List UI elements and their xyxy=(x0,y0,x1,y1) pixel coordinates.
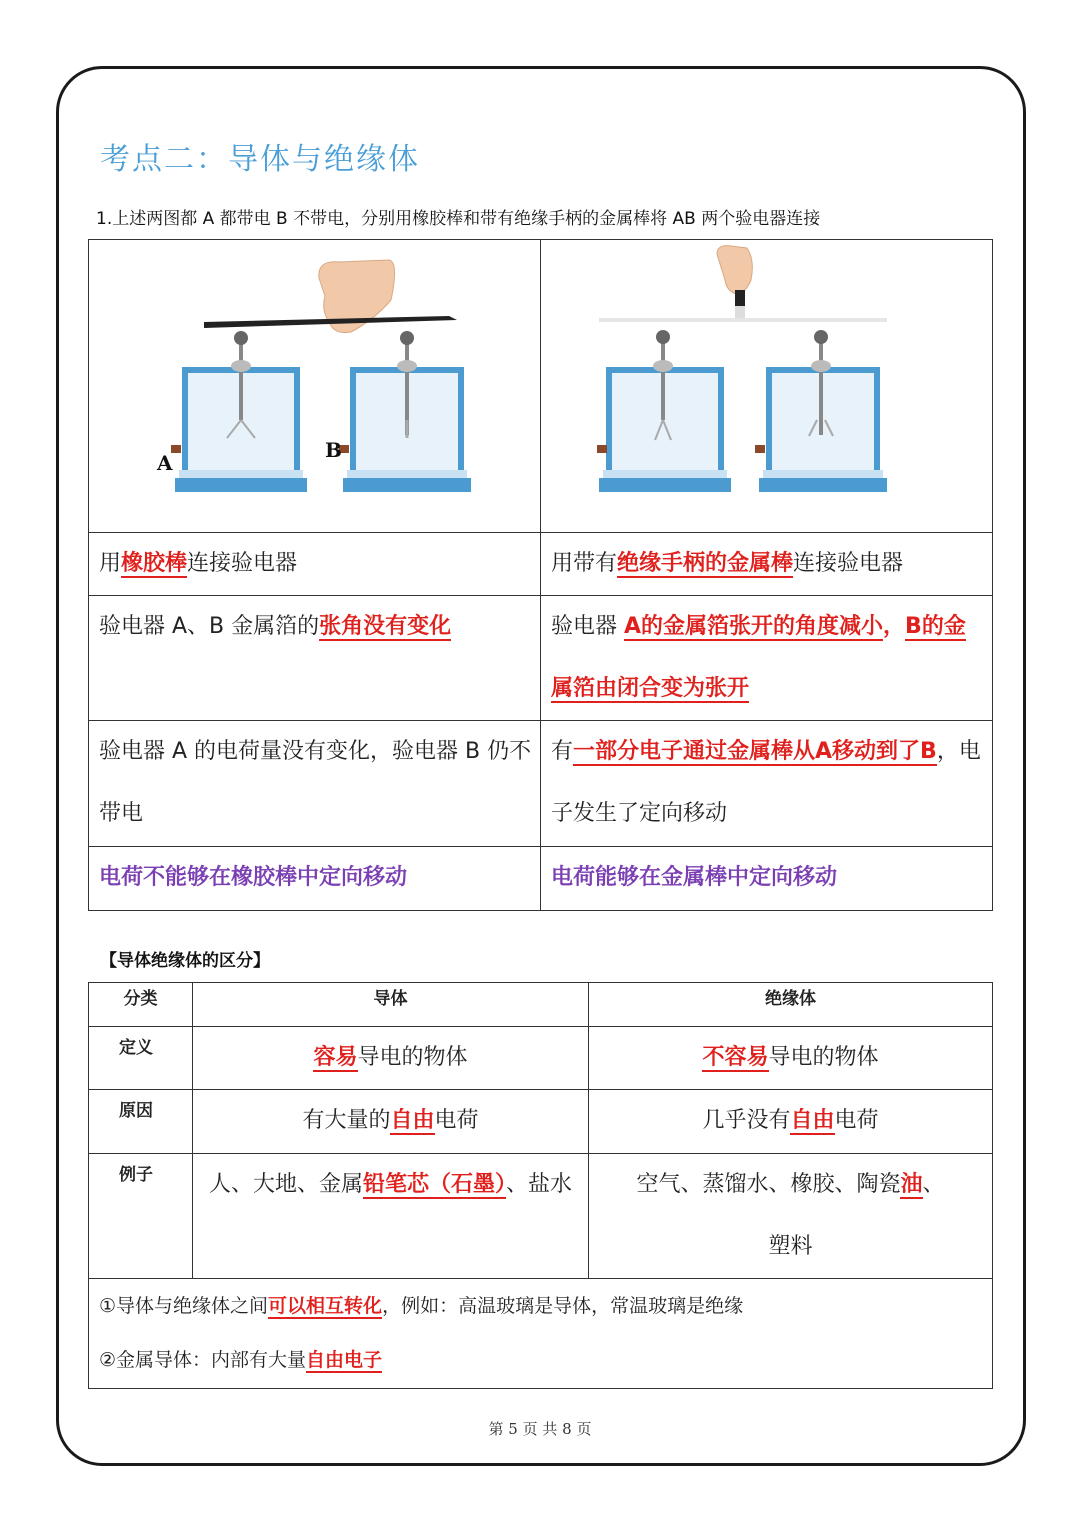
insulator-examples-post: 、塑料 xyxy=(768,1172,945,1259)
comparison-table xyxy=(88,239,993,911)
electroscope-b xyxy=(339,331,471,492)
note-1-post: ，例如：高温玻璃是导体，常温玻璃是绝缘 xyxy=(382,1295,744,1317)
row3-right-post: ，电子发生了定向移动 xyxy=(551,739,981,826)
row2-left-key: 张角没有变化 xyxy=(319,614,452,639)
row2-left-pre: 验电器 A、B 金属箔的 xyxy=(99,614,320,639)
row3-left: 验电器 A 的电荷量没有变化，验电器 B 仍不带电 xyxy=(89,721,541,847)
figure-metal-rod xyxy=(541,240,993,533)
electroscope-rubber-illustration xyxy=(89,240,539,528)
note-2 xyxy=(99,1333,992,1387)
note-2-pre: ②金属导体：内部有大量 xyxy=(99,1349,307,1371)
conductor-definition xyxy=(193,1027,589,1090)
conductor-examples-key: 铅笔芯（石墨） xyxy=(362,1172,506,1197)
row3-right-pre: 有 xyxy=(551,739,574,764)
conductor-reason-pre: 有大量的 xyxy=(302,1108,391,1133)
conductor-reason-key: 自由 xyxy=(390,1108,435,1133)
row1-left-key: 橡胶棒 xyxy=(121,551,188,576)
electroscope-a-metal xyxy=(597,330,731,492)
row3-right-key: 一部分电子通过金属棒从A移动到了B xyxy=(573,739,937,764)
conductor-examples-post: 、盐水 xyxy=(506,1172,573,1197)
conductor-examples xyxy=(193,1154,589,1279)
label-reason: 原因 xyxy=(89,1090,193,1154)
classification-table xyxy=(88,982,993,1389)
conductor-reason-post: 电荷 xyxy=(434,1108,479,1133)
note-2-key: 自由电子 xyxy=(306,1349,383,1371)
electroscope-a xyxy=(171,331,307,492)
row3-right xyxy=(541,721,993,847)
note-1 xyxy=(99,1279,992,1333)
insulator-examples xyxy=(589,1154,993,1279)
row2-right xyxy=(541,596,993,721)
label-example: 例子 xyxy=(89,1154,193,1279)
row2-right-key2: B的金属箔由闭合变为张开 xyxy=(551,614,966,701)
section-heading: 考点二：导体与绝缘体 xyxy=(100,142,420,177)
note-1-pre: ①导体与绝缘体之间 xyxy=(99,1295,269,1317)
row4-left: 电荷不能够在橡胶棒中定向移动 xyxy=(89,847,541,911)
conductor-definition-text: 导电的物体 xyxy=(357,1045,468,1070)
row1-right-key: 绝缘手柄的金属棒 xyxy=(617,551,794,576)
conductor-examples-pre: 人、大地、金属 xyxy=(208,1172,363,1197)
classify-title: 【导体绝缘体的区分】 xyxy=(100,951,270,971)
row1-left-post: 连接验电器 xyxy=(187,551,298,576)
row1-right-pre: 用带有 xyxy=(551,551,618,576)
row2-right-key1: A的金属箔张开的角度减小 xyxy=(624,614,884,639)
row1-left-pre: 用 xyxy=(99,551,122,576)
insulator-reason xyxy=(589,1090,993,1154)
insulator-examples-key: 油 xyxy=(900,1172,923,1197)
insulator-examples-pre: 空气、蒸馏水、橡胶、陶瓷 xyxy=(636,1172,901,1197)
label-a: A xyxy=(157,451,173,475)
insulator-definition-key: 不容易 xyxy=(702,1045,769,1070)
note-1-key: 可以相互转化 xyxy=(268,1295,383,1317)
insulator-reason-pre: 几乎没有 xyxy=(702,1108,791,1133)
row1-right xyxy=(541,533,993,596)
row2-left xyxy=(89,596,541,721)
figure-rubber-rod xyxy=(89,240,541,533)
label-b: B xyxy=(325,438,342,462)
insulator-reason-post: 电荷 xyxy=(834,1108,879,1133)
page-number: 第 5 页 共 8 页 xyxy=(488,1420,592,1438)
insulator-reason-key: 自由 xyxy=(790,1108,835,1133)
header-category: 分类 xyxy=(89,983,193,1027)
conductor-definition-key: 容易 xyxy=(313,1045,358,1070)
row1-left xyxy=(89,533,541,596)
conductor-reason xyxy=(193,1090,589,1154)
row1-right-post: 连接验电器 xyxy=(793,551,904,576)
classification-notes xyxy=(89,1279,993,1389)
electroscope-metal-illustration xyxy=(541,240,991,528)
header-insulator: 绝缘体 xyxy=(589,983,993,1027)
row4-right: 电荷能够在金属棒中定向移动 xyxy=(541,847,993,911)
insulator-definition-text: 导电的物体 xyxy=(768,1045,879,1070)
header-conductor: 导体 xyxy=(193,983,589,1027)
intro-text: 1.上述两图都 A 都带电 B 不带电，分别用橡胶棒和带有绝缘手柄的金属棒将 AB 两个验电器连接 xyxy=(96,209,821,229)
row2-right-pre: 验电器 xyxy=(551,614,624,639)
insulator-definition xyxy=(589,1027,993,1090)
electroscope-b-metal xyxy=(755,330,887,492)
row2-right-mid: ， xyxy=(883,614,906,639)
label-definition: 定义 xyxy=(89,1027,193,1090)
